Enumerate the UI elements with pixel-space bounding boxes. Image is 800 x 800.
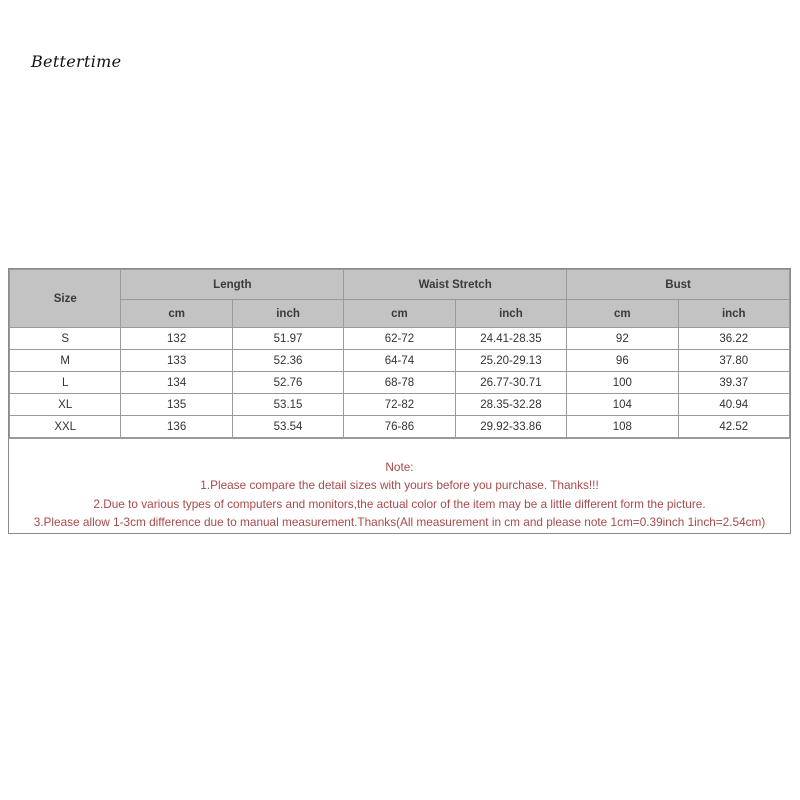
measurement-cell: 76-86 bbox=[344, 416, 455, 438]
measurement-cell: 29.92-33.86 bbox=[455, 416, 566, 438]
size-cell: S bbox=[10, 328, 121, 350]
measurement-cell: 108 bbox=[567, 416, 678, 438]
measurement-cell: 39.37 bbox=[678, 372, 789, 394]
note-title: Note: bbox=[385, 460, 414, 474]
size-cell: XXL bbox=[10, 416, 121, 438]
size-chart bbox=[8, 268, 791, 534]
measurement-cell: 68-78 bbox=[344, 372, 455, 394]
measurement-cell: 51.97 bbox=[232, 328, 343, 350]
measurement-cell: 24.41-28.35 bbox=[455, 328, 566, 350]
measurement-cell: 72-82 bbox=[344, 394, 455, 416]
measurement-cell: 28.35-32.28 bbox=[455, 394, 566, 416]
table-row bbox=[10, 416, 790, 438]
measurement-cell: 40.94 bbox=[678, 394, 789, 416]
table-row bbox=[10, 328, 790, 350]
table-row bbox=[10, 394, 790, 416]
unit-header: inch bbox=[678, 300, 789, 328]
measurement-cell: 62-72 bbox=[344, 328, 455, 350]
unit-header: inch bbox=[455, 300, 566, 328]
size-cell: XL bbox=[10, 394, 121, 416]
note-line: 1.Please compare the detail sizes with yours before you purchase. Thanks!!! bbox=[200, 478, 599, 493]
measurement-cell: 37.80 bbox=[678, 350, 789, 372]
measurement-cell: 104 bbox=[567, 394, 678, 416]
measurement-cell: 36.22 bbox=[678, 328, 789, 350]
measurement-cell: 132 bbox=[121, 328, 232, 350]
brand-watermark: Bettertime bbox=[31, 52, 122, 71]
size-cell: M bbox=[10, 350, 121, 372]
unit-header: cm bbox=[121, 300, 232, 328]
measurement-cell: 136 bbox=[121, 416, 232, 438]
table-row bbox=[10, 350, 790, 372]
table-body bbox=[10, 328, 790, 438]
size-table bbox=[9, 269, 790, 438]
measurement-cell: 135 bbox=[121, 394, 232, 416]
measurement-cell: 133 bbox=[121, 350, 232, 372]
measurement-cell: 64-74 bbox=[344, 350, 455, 372]
measurement-cell: 25.20-29.13 bbox=[455, 350, 566, 372]
bust-group-header: Bust bbox=[567, 270, 790, 300]
length-group-header: Length bbox=[121, 270, 344, 300]
table-unit-row bbox=[10, 300, 790, 328]
unit-header: cm bbox=[344, 300, 455, 328]
unit-header: cm bbox=[567, 300, 678, 328]
measurement-cell: 100 bbox=[567, 372, 678, 394]
measurement-cell: 26.77-30.71 bbox=[455, 372, 566, 394]
measurement-cell: 52.76 bbox=[232, 372, 343, 394]
measurement-cell: 92 bbox=[567, 328, 678, 350]
note-section bbox=[9, 438, 790, 533]
note-line: 3.Please allow 1-3cm difference due to manual measurement.Thanks(All measurement in cm and please note 1cm=0.39inch 1inch=2.54cm) bbox=[33, 514, 766, 529]
measurement-cell: 53.54 bbox=[232, 416, 343, 438]
note-line: 2.Due to various types of computers and monitors,the actual color of the item may be a little different form the picture. bbox=[93, 496, 706, 511]
measurement-cell: 96 bbox=[567, 350, 678, 372]
size-column-header: Size bbox=[10, 270, 121, 328]
measurement-cell: 52.36 bbox=[232, 350, 343, 372]
measurement-cell: 42.52 bbox=[678, 416, 789, 438]
table-header-row bbox=[10, 270, 790, 300]
table-row bbox=[10, 372, 790, 394]
unit-header: inch bbox=[232, 300, 343, 328]
measurement-cell: 53.15 bbox=[232, 394, 343, 416]
measurement-cell: 134 bbox=[121, 372, 232, 394]
waist-group-header: Waist Stretch bbox=[344, 270, 567, 300]
size-cell: L bbox=[10, 372, 121, 394]
